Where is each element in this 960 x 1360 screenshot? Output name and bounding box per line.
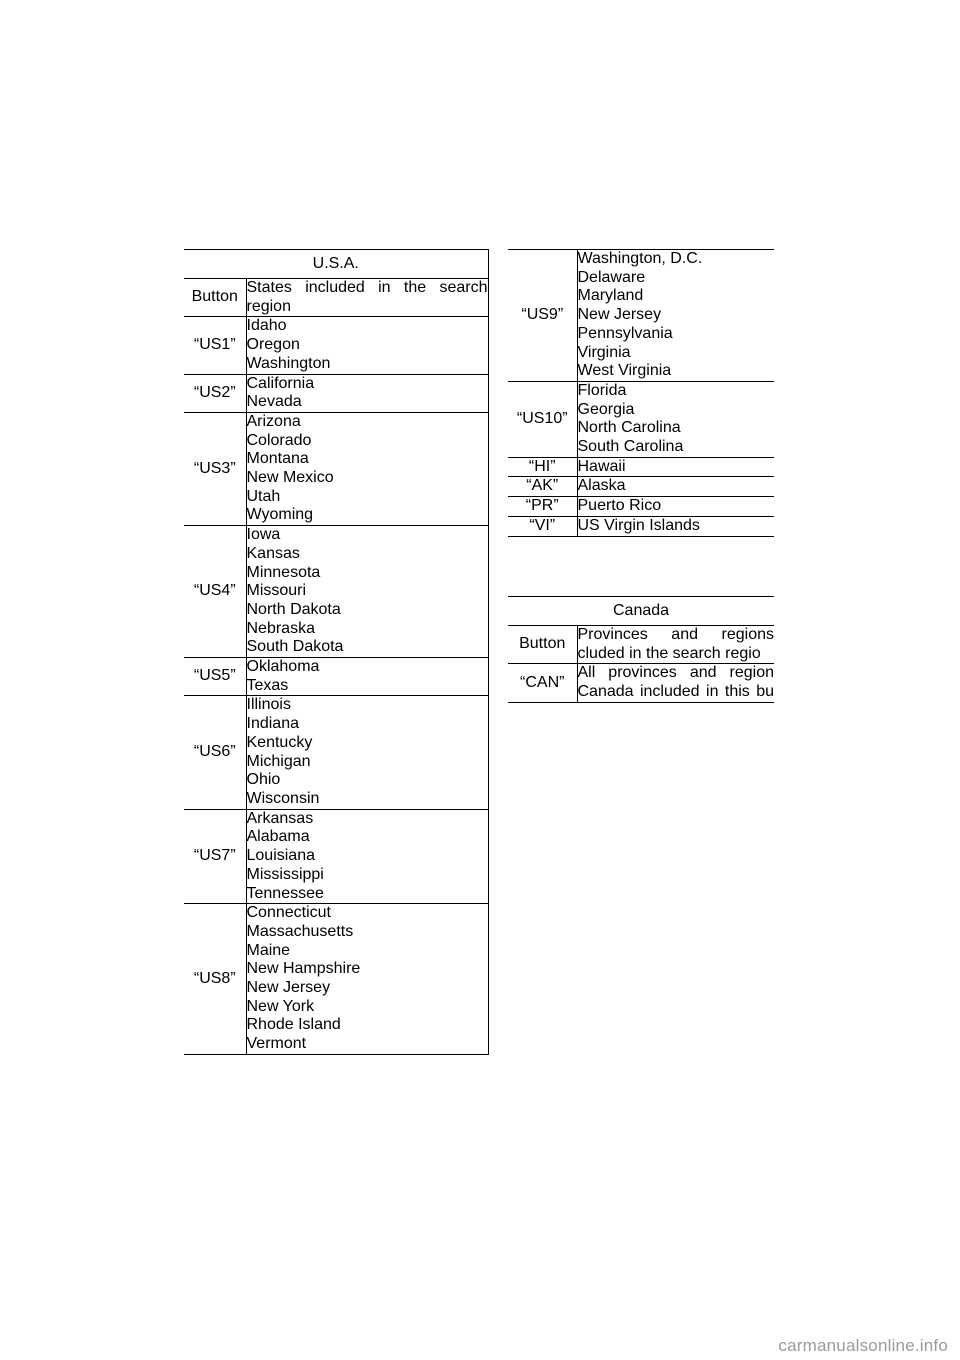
region-states <box>246 658 488 696</box>
table-row <box>184 658 488 696</box>
state-name: Missouri <box>246 582 307 600</box>
header-provinces <box>577 626 774 664</box>
state-name: Illinois <box>246 696 291 714</box>
state-name: Wisconsin <box>246 789 320 807</box>
header-button: Button <box>508 626 577 664</box>
usa-region-table <box>184 249 489 1055</box>
state-name: Rhode Island <box>246 1016 341 1034</box>
region-button-label: “AK” <box>508 477 577 497</box>
state-name: New Jersey <box>577 306 662 324</box>
table-header-row <box>184 279 488 317</box>
state-name: Louisiana <box>246 847 315 865</box>
state-name: New Hampshire <box>246 960 361 978</box>
canada-region-table <box>508 596 774 703</box>
region-states <box>246 904 488 1055</box>
state-name: Mississippi <box>246 865 324 883</box>
region-states <box>246 696 488 809</box>
state-name: North Dakota <box>246 600 341 618</box>
state-name: Montana <box>246 450 309 468</box>
state-name: Iowa <box>246 526 281 544</box>
region-button-label: “US1” <box>184 317 246 374</box>
region-button-label: “US3” <box>184 412 246 525</box>
state-name: Massachusetts <box>246 922 354 940</box>
state-name: New Mexico <box>246 469 334 487</box>
region-states <box>246 317 488 374</box>
state-name: Pennsylvania <box>577 324 673 342</box>
state-name: Colorado <box>246 431 312 449</box>
table-row <box>508 516 774 536</box>
state-name: Vermont <box>246 1035 307 1053</box>
state-name: Kentucky <box>246 733 313 751</box>
region-button-label: “US10” <box>508 381 577 457</box>
region-button-label: “US5” <box>184 658 246 696</box>
state-name: Maryland <box>577 287 644 305</box>
table-title-usa: U.S.A. <box>184 250 488 279</box>
table-title-canada: Canada <box>508 597 774 626</box>
state-name: Delaware <box>577 268 646 286</box>
state-name: Washington, D.C. <box>577 250 703 267</box>
header-button: Button <box>184 279 246 317</box>
state-name: South Carolina <box>577 438 684 456</box>
state-name: Alabama <box>246 828 310 846</box>
state-name: Alaska <box>577 477 626 495</box>
state-name: California <box>246 374 315 392</box>
state-name: Maine <box>246 941 291 959</box>
table-row <box>508 477 774 497</box>
table-row <box>508 664 774 702</box>
header-provinces-line: Provinces and regions <box>577 626 775 643</box>
state-name: North Carolina <box>577 419 681 437</box>
state-name: Georgia <box>577 400 635 418</box>
province-line: All provinces and region <box>577 664 775 682</box>
state-name: New York <box>246 997 315 1015</box>
state-name: Ohio <box>246 771 281 789</box>
state-name: Arizona <box>246 412 301 430</box>
region-button-label: “VI” <box>508 516 577 536</box>
header-states <box>246 279 488 317</box>
region-states <box>246 412 488 525</box>
state-name: Idaho <box>246 317 287 335</box>
region-provinces <box>577 664 774 702</box>
usa-region-table-continued <box>508 249 774 537</box>
state-name: Virginia <box>577 343 631 361</box>
region-states <box>577 381 774 457</box>
watermark: carmanualsonline.info <box>778 1336 948 1355</box>
state-name: Oregon <box>246 336 300 354</box>
table-row <box>508 381 774 457</box>
region-states <box>577 497 774 517</box>
state-name: Michigan <box>246 752 311 770</box>
region-states <box>577 250 774 382</box>
state-name: Minnesota <box>246 563 321 581</box>
table-row <box>184 317 488 374</box>
region-button-label: “HI” <box>508 457 577 477</box>
region-states <box>577 457 774 477</box>
region-button-label: “US9” <box>508 250 577 382</box>
state-name: Texas <box>246 676 289 694</box>
table-row <box>184 904 488 1055</box>
state-name: Utah <box>246 487 281 505</box>
state-name: Hawaii <box>577 457 626 475</box>
region-states <box>246 374 488 412</box>
region-button-label: “US7” <box>184 809 246 904</box>
table-title-row <box>184 250 488 279</box>
state-name: Puerto Rico <box>577 497 662 515</box>
state-name: Florida <box>577 381 627 399</box>
region-states <box>246 809 488 904</box>
region-states <box>577 516 774 536</box>
state-name: Wyoming <box>246 506 314 524</box>
region-button-label: “US8” <box>184 904 246 1055</box>
table-row <box>184 412 488 525</box>
state-name: Kansas <box>246 544 300 562</box>
table-title-row <box>508 597 774 626</box>
state-name: Indiana <box>246 715 299 733</box>
table-row <box>184 526 488 658</box>
state-name: Tennessee <box>246 884 324 902</box>
table-row <box>508 250 774 382</box>
table-header-row <box>508 626 774 664</box>
table-row <box>184 696 488 809</box>
header-states-text: States included in the search region <box>246 279 488 315</box>
region-button-label: “PR” <box>508 497 577 517</box>
state-name: Washington <box>246 354 331 372</box>
header-provinces-line: cluded in the search regio <box>577 644 761 662</box>
region-button-label: “US6” <box>184 696 246 809</box>
region-button-label: “US2” <box>184 374 246 412</box>
state-name: West Virginia <box>577 362 672 380</box>
state-name: Nebraska <box>246 619 315 637</box>
state-name: New Jersey <box>246 979 331 997</box>
region-button-label: “CAN” <box>508 664 577 702</box>
state-name: Nevada <box>246 393 302 411</box>
state-name: Connecticut <box>246 904 331 922</box>
table-row <box>508 497 774 517</box>
state-name: South Dakota <box>246 638 344 656</box>
region-states <box>246 526 488 658</box>
state-name: Oklahoma <box>246 658 320 676</box>
province-line: Canada included in this bu <box>577 683 775 701</box>
table-row <box>184 809 488 904</box>
state-name: US Virgin Islands <box>577 516 700 534</box>
state-name: Arkansas <box>246 809 314 827</box>
table-row <box>508 457 774 477</box>
region-states <box>577 477 774 497</box>
table-row <box>184 374 488 412</box>
region-button-label: “US4” <box>184 526 246 658</box>
